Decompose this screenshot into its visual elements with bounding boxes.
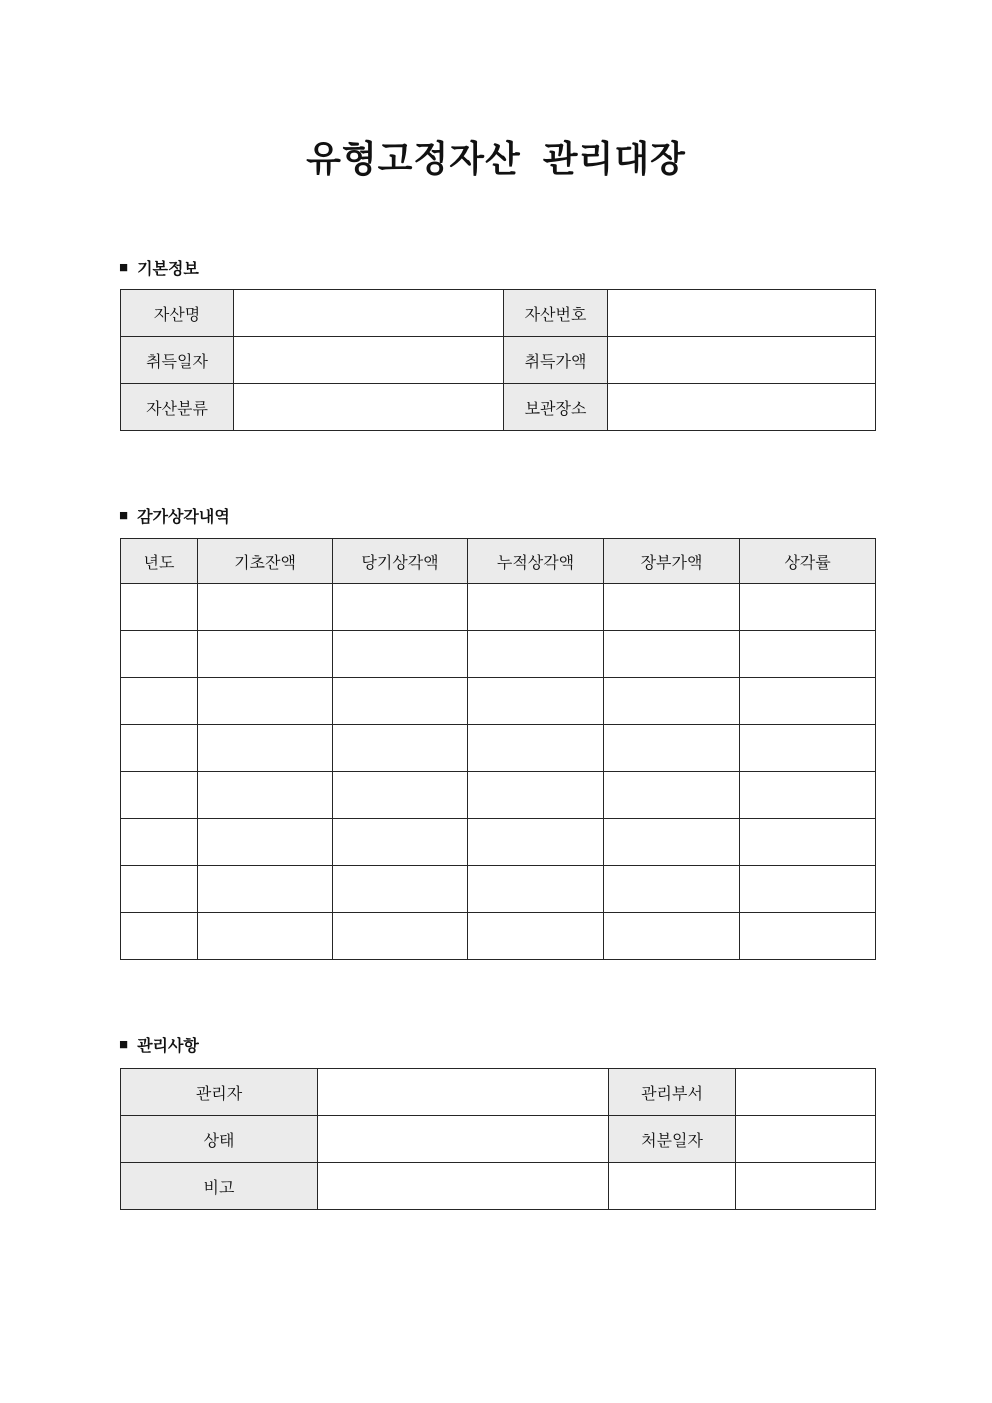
depreciation-empty-cell [604,678,740,725]
depreciation-empty-cell [198,678,333,725]
field-label: 처분일자 [609,1116,736,1163]
depreciation-empty-cell [121,725,198,772]
depreciation-empty-row [121,866,876,913]
depreciation-section-title: 감가상각내역 [137,509,230,526]
square-bullet-icon: ■ [119,1036,129,1053]
depreciation-empty-cell [604,725,740,772]
depreciation-empty-cell [604,584,740,631]
field-value [736,1069,876,1116]
depreciation-empty-cell [468,678,604,725]
field-label: 취득가액 [504,337,608,384]
depreciation-section-heading [119,504,230,527]
depreciation-empty-cell [121,913,198,960]
depreciation-empty-cell [468,725,604,772]
column-header: 년도 [121,539,198,584]
depreciation-empty-cell [333,725,468,772]
depreciation-empty-cell [740,772,876,819]
basic-info-section-title: 기본정보 [137,261,199,278]
depreciation-empty-cell [604,772,740,819]
field-value [318,1163,609,1210]
depreciation-empty-cell [468,584,604,631]
depreciation-empty-cell [740,631,876,678]
field-label: 자산번호 [504,290,608,337]
depreciation-empty-cell [333,866,468,913]
depreciation-empty-cell [198,866,333,913]
field-value [318,1069,609,1116]
depreciation-empty-cell [604,819,740,866]
depreciation-empty-cell [198,725,333,772]
column-header: 기초잔액 [198,539,333,584]
field-label: 관리부서 [609,1069,736,1116]
field-label: 자산명 [121,290,234,337]
depreciation-empty-row [121,678,876,725]
column-header: 장부가액 [604,539,740,584]
table-row [121,1163,876,1210]
field-value [608,337,876,384]
field-label-empty [609,1163,736,1210]
column-header: 상각률 [740,539,876,584]
depreciation-empty-cell [740,678,876,725]
field-value [736,1163,876,1210]
field-label: 보관장소 [504,384,608,431]
field-value [608,290,876,337]
square-bullet-icon: ■ [119,507,129,524]
field-label: 자산분류 [121,384,234,431]
depreciation-empty-row [121,913,876,960]
depreciation-empty-cell [333,584,468,631]
table-row [121,337,876,384]
depreciation-table [120,538,876,960]
field-value [234,384,504,431]
column-header: 누적상각액 [468,539,604,584]
depreciation-empty-cell [121,631,198,678]
table-row [121,290,876,337]
depreciation-empty-cell [604,631,740,678]
depreciation-empty-cell [740,913,876,960]
field-value [318,1116,609,1163]
depreciation-empty-cell [198,819,333,866]
depreciation-empty-cell [198,913,333,960]
depreciation-empty-cell [121,678,198,725]
depreciation-empty-cell [468,819,604,866]
depreciation-empty-cell [740,725,876,772]
depreciation-empty-cell [468,772,604,819]
table-row [121,1116,876,1163]
depreciation-empty-cell [333,631,468,678]
depreciation-empty-cell [198,631,333,678]
depreciation-empty-cell [740,819,876,866]
depreciation-empty-cell [604,866,740,913]
depreciation-empty-cell [740,866,876,913]
column-header: 당기상각액 [333,539,468,584]
depreciation-empty-cell [468,631,604,678]
field-label: 상태 [121,1116,318,1163]
depreciation-empty-cell [121,584,198,631]
depreciation-empty-row [121,725,876,772]
table-row [121,1069,876,1116]
depreciation-header-row [121,539,876,584]
depreciation-empty-cell [121,772,198,819]
field-label: 관리자 [121,1069,318,1116]
depreciation-empty-row [121,819,876,866]
depreciation-empty-cell [333,913,468,960]
management-section-heading [119,1033,199,1056]
depreciation-empty-row [121,772,876,819]
field-value [234,290,504,337]
depreciation-empty-cell [468,866,604,913]
depreciation-empty-cell [740,584,876,631]
field-value [608,384,876,431]
depreciation-empty-cell [468,913,604,960]
table-row [121,384,876,431]
depreciation-empty-row [121,584,876,631]
depreciation-empty-cell [333,772,468,819]
depreciation-empty-row [121,631,876,678]
field-label: 취득일자 [121,337,234,384]
depreciation-empty-cell [604,913,740,960]
management-table [120,1068,876,1210]
square-bullet-icon: ■ [119,259,129,276]
depreciation-empty-cell [333,819,468,866]
field-label: 비고 [121,1163,318,1210]
depreciation-empty-cell [333,678,468,725]
field-value [736,1116,876,1163]
basic-info-table [120,289,876,431]
document-title: 유형고정자산 관리대장 [306,138,686,179]
basic-info-section-heading [119,256,199,279]
depreciation-empty-cell [121,819,198,866]
depreciation-empty-cell [198,772,333,819]
management-section-title: 관리사항 [137,1038,199,1055]
depreciation-empty-cell [121,866,198,913]
depreciation-empty-cell [198,584,333,631]
field-value [234,337,504,384]
